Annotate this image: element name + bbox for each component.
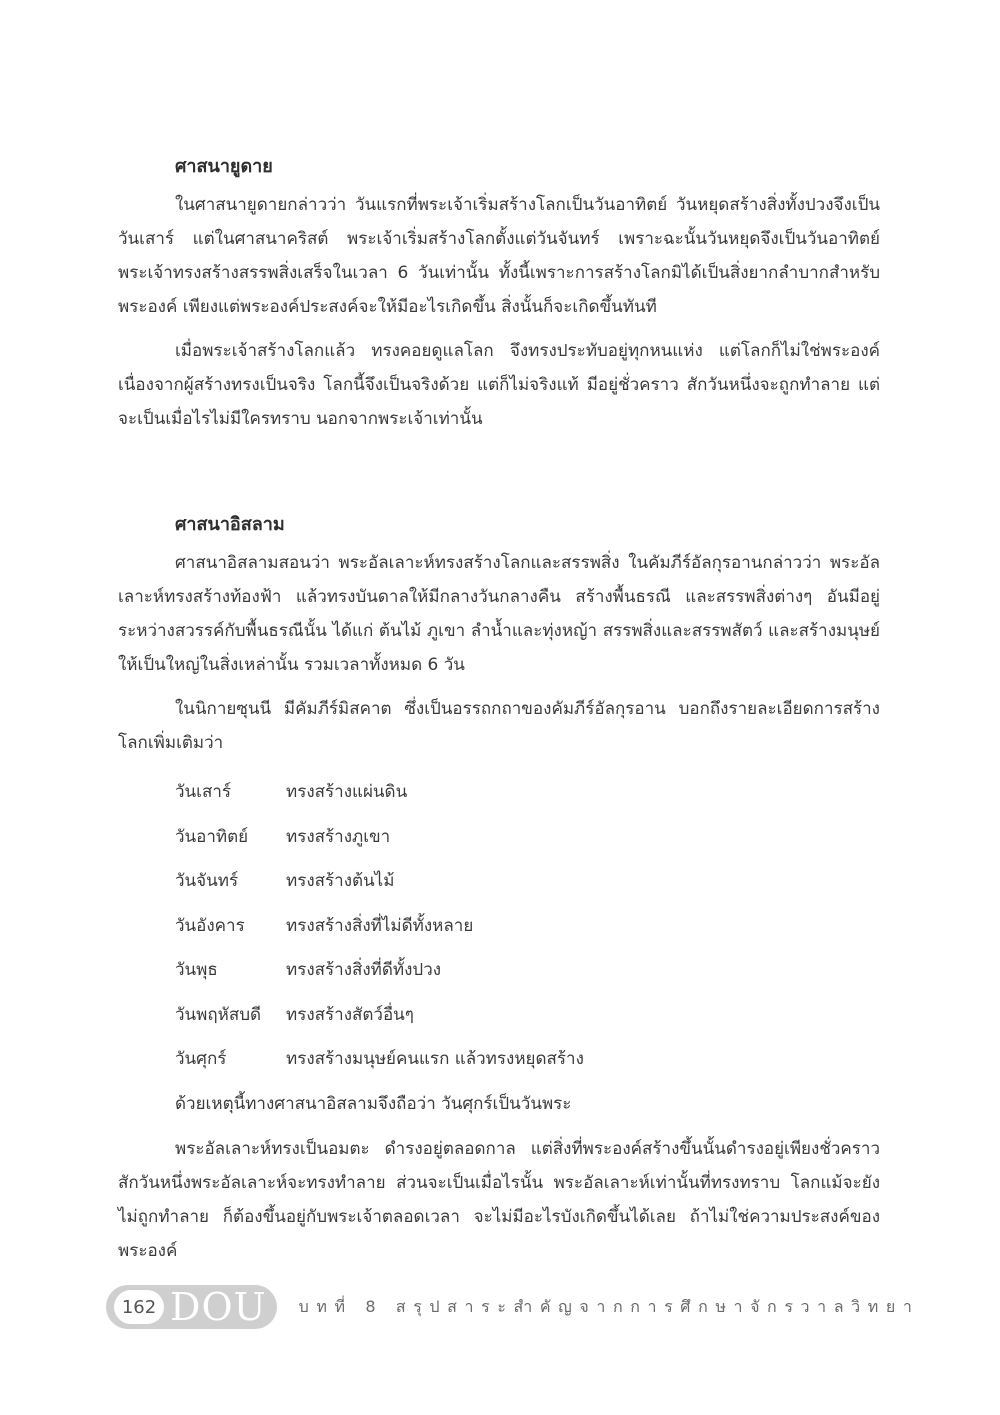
list-item: [175, 948, 880, 993]
islam-paragraph-2: ในนิกายซุนนี มีคัมภีร์มิสคาต ซึ่งเป็นอรรถกถาของคัมภีร์อัลกุรอาน บอกถึงรายละเอียดการสร้างโลกเพิ่มเติมว่า: [118, 699, 880, 753]
day-creation: ทรงสร้างสัตว์อื่นๆ: [286, 1004, 414, 1025]
page-footer: [106, 1284, 920, 1330]
running-title: บทที่ 8 สรุปสาระสำคัญจากการศึกษาจักรวาลวิทยา: [298, 1296, 920, 1316]
day-name: วันอาทิตย์: [175, 826, 249, 847]
judaism-paragraph-2: เมื่อพระเจ้าสร้างโลกแล้ว ทรงคอยดูแลโลก จึงทรงประทับอยู่ทุกหนแห่ง แต่โลกก็ไม่ใช่พระองค์ เนื่องจากผู้สร้างทรงเป็นจริง โลกนี้จึงเป็นจริงด้วย แต่ก็ไม่จริงแท้ มีอยู่ชั่วคราว สักวันหนึ่งจะถูกทำลาย แต่จะเป็นเมื่อไรไม่มีใครทราบ นอกจากพระเจ้าเท่านั้น: [118, 341, 880, 429]
judaism-paragraph-1: ในศาสนายูดายกล่าวว่า วันแรกที่พระเจ้าเริ่มสร้างโลกเป็นวันอาทิตย์ วันหยุดสร้างสิ่งทั้งปวงจึงเป็นวันเสาร์ แต่ในศาสนาคริสต์ พระเจ้าเริ่มสร้างโลกตั้งแต่วันจันทร์ เพราะฉะนั้นวันหยุดจึงเป็นวันอาทิตย์ พระเจ้าทรงสร้างสรรพสิ่งเสร็จในเวลา 6 วันเท่านั้น ทั้งนี้เพราะการสร้างโลกมิได้เป็นสิ่งยากลำบากสำหรับพระองค์ เพียงแต่พระองค์ประสงค์จะให้มีอะไรเกิดขึ้น สิ่งนั้นก็จะเกิดขึ้นทันที: [118, 195, 880, 317]
day-name: วันพฤหัสบดี: [175, 1004, 262, 1025]
creation-days-list: [175, 770, 880, 1082]
list-item: [175, 815, 880, 860]
day-name: วันศุกร์: [175, 1049, 227, 1069]
section-heading-islam: ศาสนาอิสลาม: [175, 514, 285, 535]
page-number: 162: [114, 1290, 164, 1324]
islam-conclusion: ด้วยเหตุนี้ทางศาสนาอิสลามจึงถือว่า วันศุกร์เป็นวันพระ: [175, 1093, 572, 1114]
page-body: [118, 150, 880, 1278]
dou-logo: DOU: [170, 1285, 267, 1329]
day-name: วันอังคาร: [175, 915, 245, 936]
section-heading-judaism: ศาสนายูดาย: [175, 156, 273, 177]
day-creation: ทรงสร้างแผ่นดิน: [286, 782, 408, 802]
day-creation: ทรงสร้างสิ่งที่ดีทั้งปวง: [286, 960, 442, 980]
day-name: วันเสาร์: [175, 782, 232, 802]
section-spacer: [118, 446, 880, 508]
list-item: [175, 859, 880, 904]
day-creation: ทรงสร้างต้นไม้: [286, 871, 395, 891]
islam-paragraph-1: ศาสนาอิสลามสอนว่า พระอัลเลาะห์ทรงสร้างโลกและสรรพสิ่ง ในคัมภีร์อัลกุรอานกล่าวว่า พระอัลเลาะห์ทรงสร้างท้องฟ้า แล้วทรงบันดาลให้มีกลางวันกลางคืน สร้างพื้นธรณี และสรรพสิ่งต่างๆ อันมีอยู่ระหว่างสวรรค์กับพื้นธรณีนั้น ได้แก่ ต้นไม้ ภูเขา ลำน้ำและทุ่งหญ้า สรรพสิ่งและสรรพสัตว์ และสร้างมนุษย์ให้เป็นใหญ่ในสิ่งเหล่านั้น รวมเวลาทั้งหมด 6 วัน: [118, 553, 880, 675]
day-name: วันจันทร์: [175, 871, 239, 891]
list-item: [175, 1037, 880, 1082]
dou-logo-badge: [106, 1285, 277, 1329]
day-name: วันพุธ: [175, 960, 218, 980]
list-item: [175, 993, 880, 1038]
list-item: [175, 904, 880, 949]
day-creation: ทรงสร้างสิ่งที่ไม่ดีทั้งหลาย: [286, 915, 474, 936]
islam-closing-paragraph: พระอัลเลาะห์ทรงเป็นอมตะ ดำรงอยู่ตลอดกาล แต่สิ่งที่พระองค์สร้างขึ้นนั้นดำรงอยู่เพียงชั่วคราว สักวันหนึ่งพระอัลเลาะห์จะทรงทำลาย ส่วนจะเป็นเมื่อไรนั้น พระอัลเลาะห์เท่านั้นที่ทรงทราบ โลกแม้จะยังไม่ถูกทำลาย ก็ต้องขึ้นอยู่กับพระเจ้าตลอดเวลา จะไม่มีอะไรบังเกิดขึ้นได้เลย ถ้าไม่ใช่ความประสงค์ของพระองค์: [118, 1138, 880, 1261]
day-creation: ทรงสร้างภูเขา: [286, 826, 391, 847]
day-creation: ทรงสร้างมนุษย์คนแรก แล้วทรงหยุดสร้าง: [286, 1049, 584, 1069]
list-item: [175, 770, 880, 815]
